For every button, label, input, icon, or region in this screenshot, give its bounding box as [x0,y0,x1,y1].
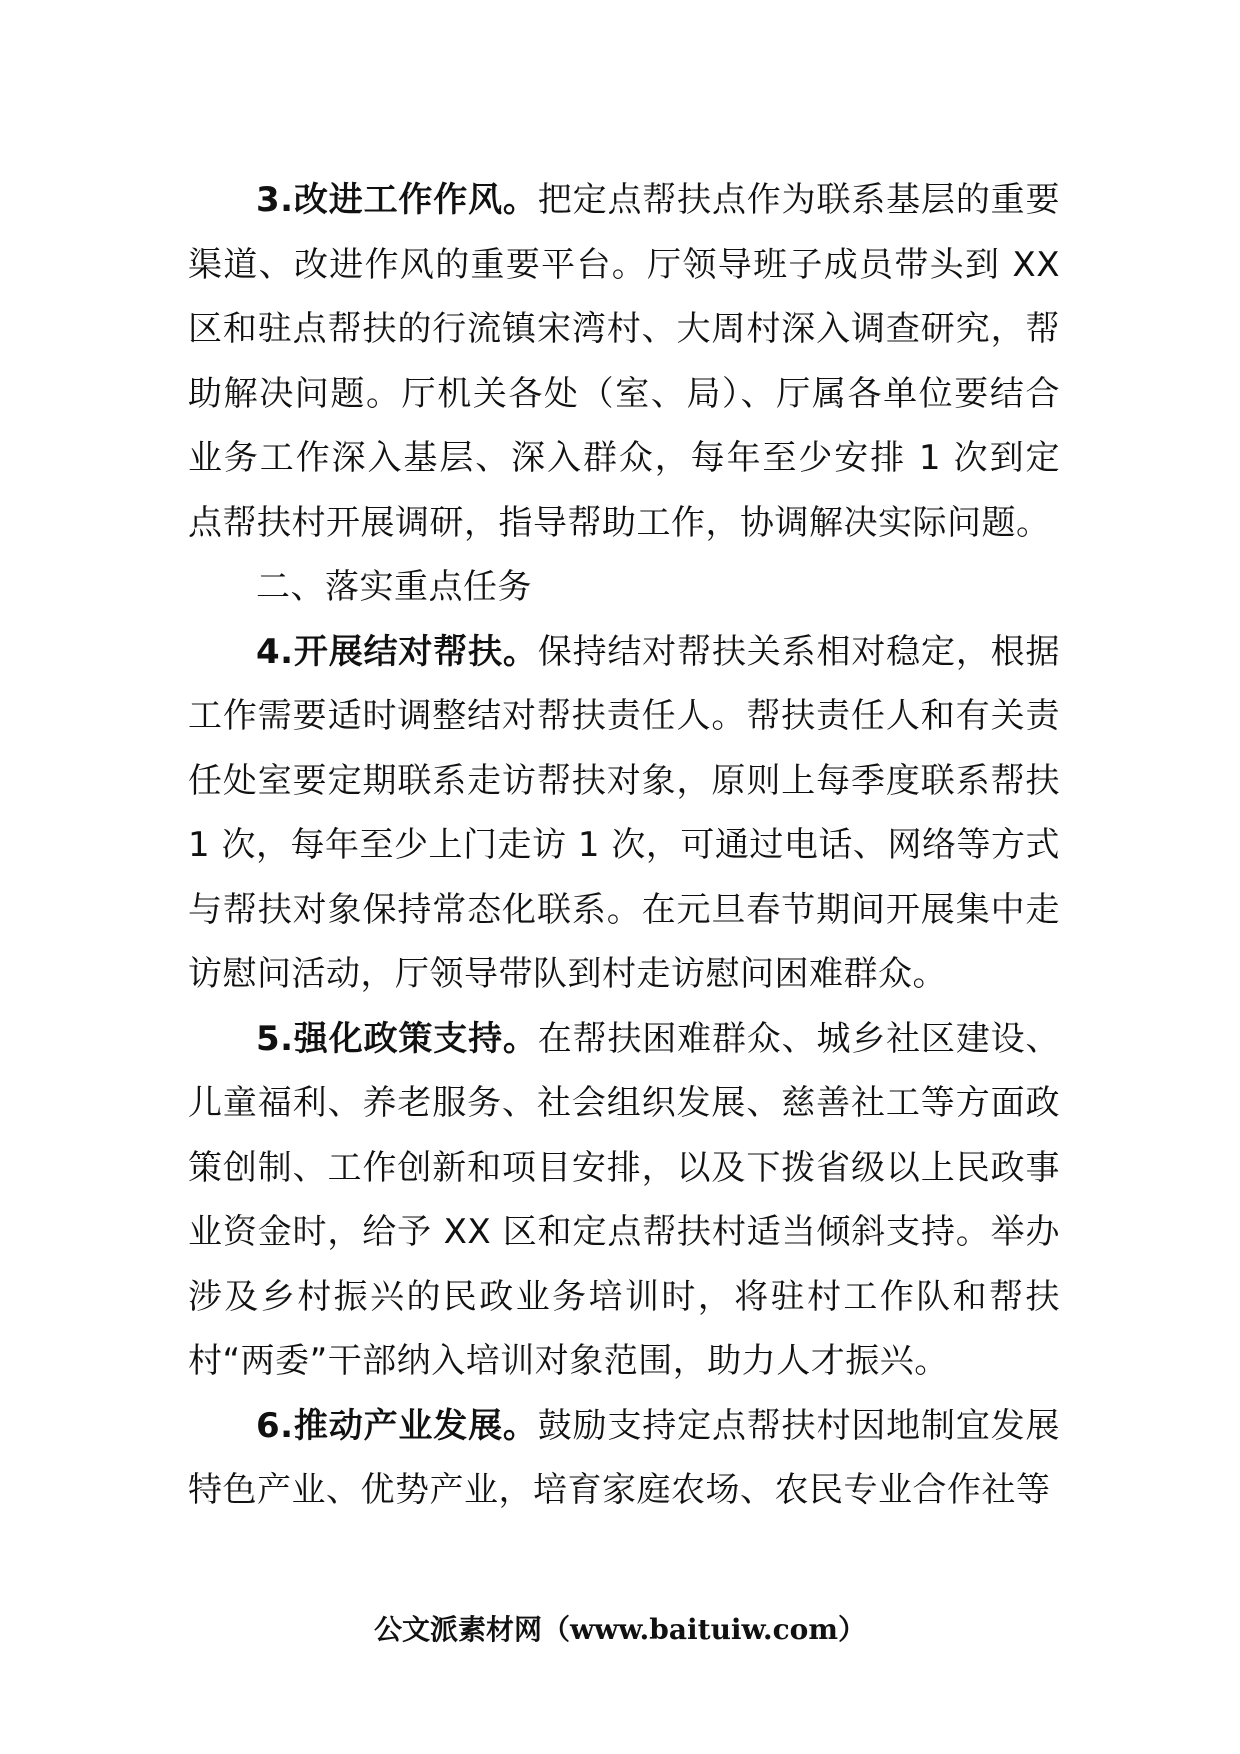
paragraph-6 [188,1394,1060,1523]
paragraph-4 [188,620,1060,1007]
paragraph-5-text: 在帮扶困难群众、城乡社区建设、儿童福利、养老服务、社会组织发展、慈善社工等方面政策创制、工作创新和项目安排，以及下拨省级以上民政事业资金时，给予 XX 区和定点帮扶村适当倾斜支持。举办涉及乡村振兴的民政业务培训时，将驻村工作队和帮扶村“两委”干部纳入培训对象范围，助力人才振兴。 [188,1018,1061,1381]
section-heading-2: 二、落实重点任务 [256,567,532,607]
paragraph-4-text: 保持结对帮扶关系相对稳定，根据工作需要适时调整结对帮扶责任人。帮扶责任人和有关责任处室要定期联系走访帮扶对象，原则上每季度联系帮扶 1 次，每年至少上门走访 1 次，可通过电话、网络等方式与帮扶对象保持常态化联系。在元旦春节期间开展集中走访慰问活动，厅领导带队到村走访慰问困难群众。 [188,631,1061,994]
paragraph-6-text: 鼓励支持定点帮扶村因地制宜发展特色产业、优势产业，培育家庭农场、农民专业合作社等 [188,1405,1061,1510]
paragraph-6-lead: 6.推动产业发展。 [256,1405,538,1446]
paragraph-5 [188,1007,1060,1394]
paragraph-3-text: 把定点帮扶点作为联系基层的重要渠道、改进作风的重要平台。厅领导班子成员带头到 XX 区和驻点帮扶的行流镇宋湾村、大周村深入调查研究，帮助解决问题。厅机关各处（室、局）、厅属各单位要结合业务工作深入基层、深入群众，每年至少安排 1 次到定点帮扶村开展调研，指导帮助工作，协调解决实际问题。 [188,180,1061,543]
paragraph-3 [188,168,1060,555]
paragraph-5-lead: 5.强化政策支持。 [256,1018,538,1059]
footer-watermark: 公文派素材网（www.baituiw.com） [374,1613,866,1646]
paragraph-3-lead: 3.改进工作作风。 [256,180,538,220]
document-body [188,168,1060,1523]
paragraph-4-lead: 4.开展结对帮扶。 [256,631,538,672]
